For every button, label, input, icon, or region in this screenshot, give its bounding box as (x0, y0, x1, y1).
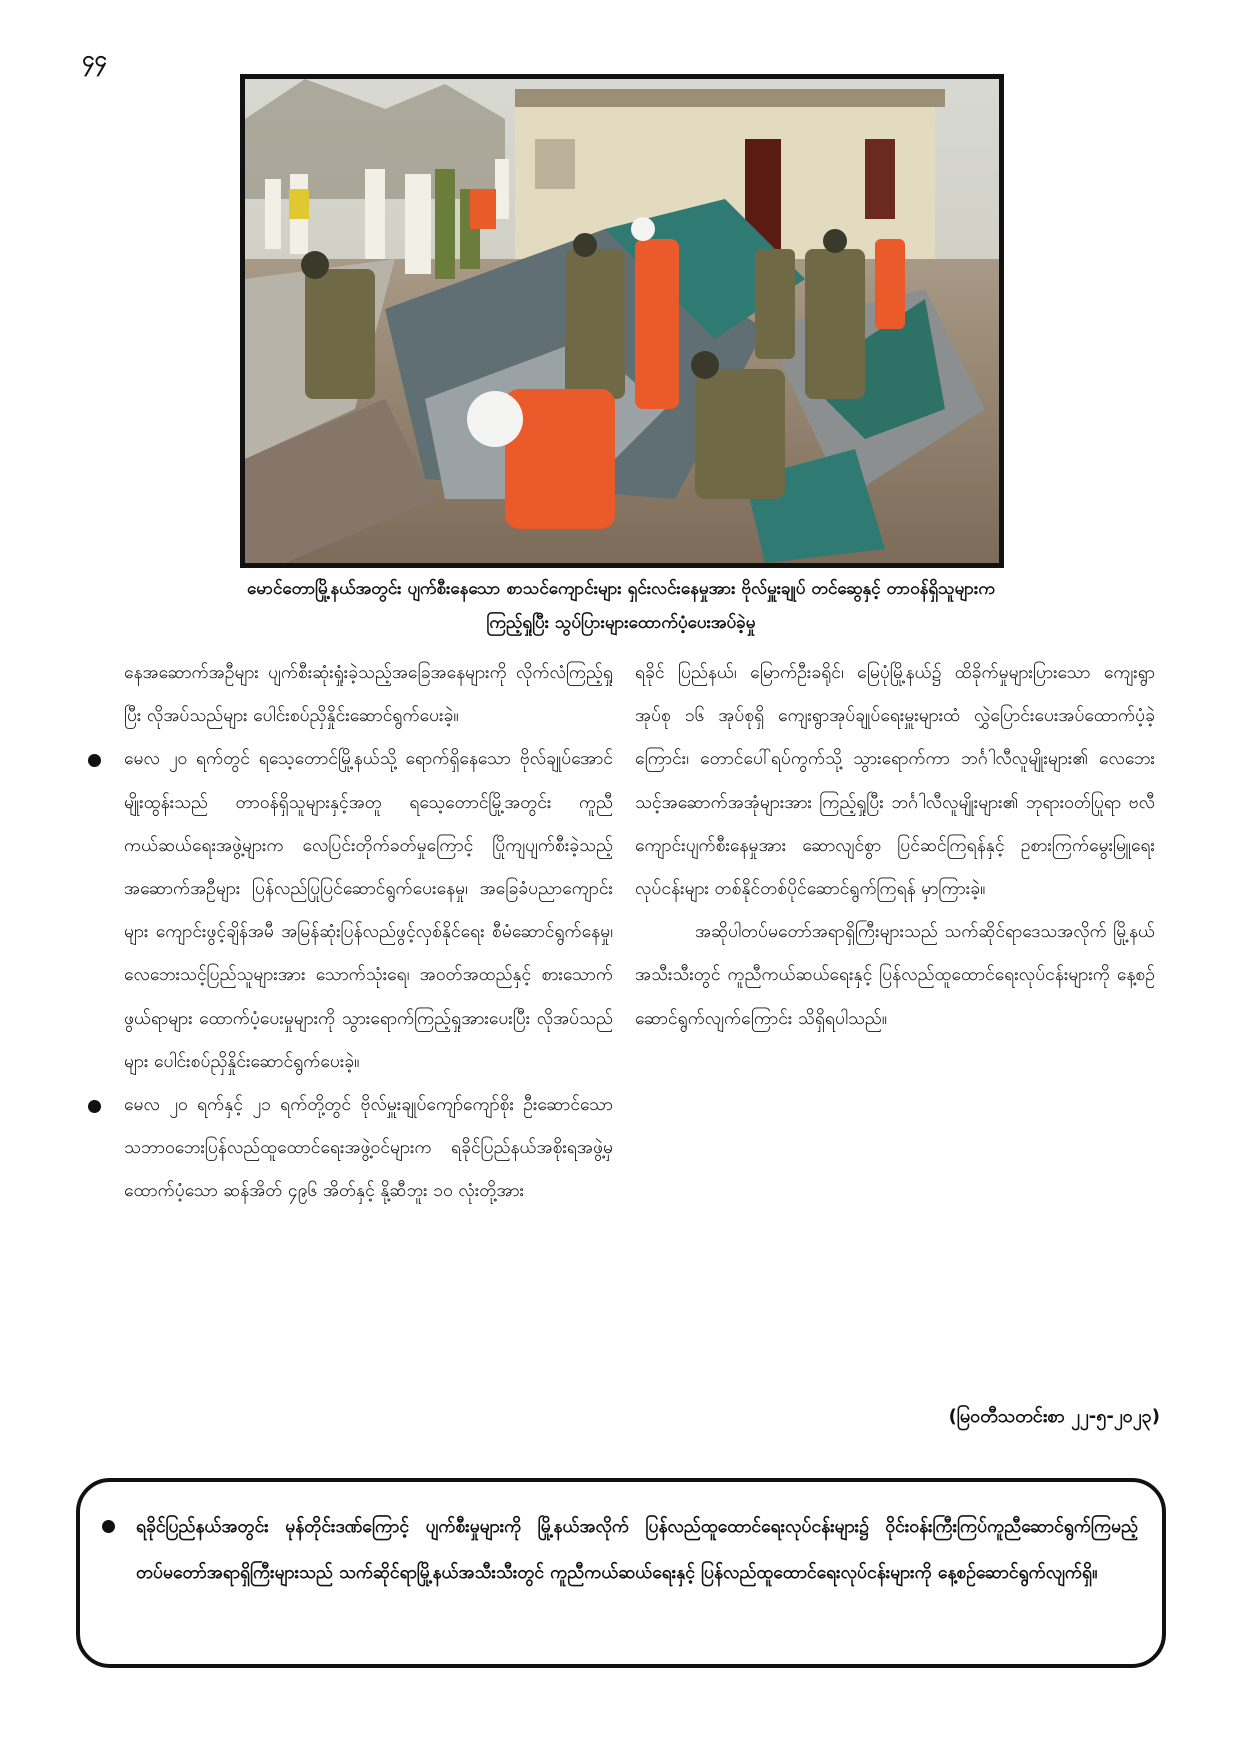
left-column (88, 652, 613, 1214)
summary-box (76, 1478, 1166, 1668)
continuation-paragraph: ရခိုင် ပြည်နယ်၊ မြောက်ဦးခရိုင်၊ မြေပုံမြို့နယ်၌ ထိခိုက်မှုများပြားသော ကျေးရွာ အုပ်စု ၁၆ အုပ်စုရှိ ကျေးရွာအုပ်ချုပ်ရေးမှူးများထံ လွှဲပြောင်းပေးအပ်ထောက်ပံ့ခဲ့ကြောင်း၊ တောင်ပေါ်ရပ်ကွက်သို့ သွားရောက်ကာ ဘင်္ဂါလီလူမျိုးများ၏ လေဘေးသင့်အဆောက်အအုံများအား ကြည့်ရှုပြီး ဘင်္ဂါလီလူမျိုးများ၏ ဘုရားဝတ်ပြုရာ ဗလီကျောင်းပျက်စီးနေမှုအား ဆောလျင်စွာ ပြင်ဆင်ကြရန်နှင့် ဥစားကြက်မွေးမြူရေးလုပ်ငန်းများ တစ်နိုင်တစ်ပိုင်ဆောင်ရွက်ကြရန် မှာကြားခဲ့။ (635, 663, 1155, 900)
bullet-item-2 (88, 1084, 613, 1214)
source-citation: (မြဝတီသတင်းစာ ၂၂-၅-၂၀၂၃) (948, 1406, 1160, 1427)
summary-text: ရခိုင်ပြည်နယ်အတွင်း မုန်တိုင်းဒဏ်ကြောင့် ပျက်စီးမှုများကို မြို့နယ်အလိုက် ပြန်လည်ထူထောင်ရေးလုပ်ငန်းများ၌ ဝိုင်းဝန်းကြီးကြပ်ကူညီဆောင်ရွက်ကြမည့် တပ်မတော်အရာရှိကြီးများသည် သက်ဆိုင်ရာမြို့နယ်အသီးသီးတွင် ကူညီကယ်ဆယ်ရေးနှင့် ပြန်လည်ထူထောင်ရေးလုပ်ငန်းများကို နေ့စဉ်ဆောင်ရွက်လျက်ရှိ။ (136, 1517, 1138, 1583)
page-number: ၄၄ (82, 47, 107, 72)
caption-line-1: မောင်တောမြို့နယ်အတွင်း ပျက်စီးနေသော စာသင်ကျောင်းများ ရှင်းလင်းနေမှုအား ဗိုလ်မှူးချုပ် တင်ဆွေနှင့် တာဝန်ရှိသူများက (247, 579, 995, 599)
bullet-text-1: မေလ ၂၀ ရက်တွင် ရသေ့တောင်မြို့နယ်သို့ ရောက်ရှိနေသော ဗိုလ်ချုပ်အောင်မျိုးထွန်းသည် တာဝန်ရှိသူများနှင့်အတူ ရသေ့တောင်မြို့အတွင်း ကူညီကယ်ဆယ်ရေးအဖွဲ့များက လေပြင်းတိုက်ခတ်မှုကြောင့် ပြိုကျပျက်စီးခဲ့သည့်အဆောက်အဦများ ပြန်လည်ပြုပြင်ဆောင်ရွက်ပေးနေမှု၊ အခြေခံပညာကျောင်းများ ကျောင်းဖွင့်ချိန်အမီ အမြန်ဆုံးပြန်လည်ဖွင့်လှစ်နိုင်ရေး စီမံဆောင်ရွက်နေမှု၊ လေဘေးသင့်ပြည်သူများအား သောက်သုံးရေ၊ အဝတ်အထည်နှင့် စားသောက်ဖွယ်ရာများ ထောက်ပံ့ပေးမှုများကို သွားရောက်ကြည့်ရှုအားပေးပြီး လိုအပ်သည်များ ပေါင်းစပ်ညှိနှိုင်းဆောင်ရွက်ပေးခဲ့။ (124, 749, 613, 1072)
bullet-icon (102, 1520, 115, 1533)
right-column (635, 652, 1155, 1041)
photo-illustration (245, 79, 999, 563)
closing-paragraph: အဆိုပါတပ်မတော်အရာရှိကြီးများသည် သက်ဆိုင်ရာဒေသအလိုက် မြို့နယ်အသီးသီးတွင် ကူညီကယ်ဆယ်ရေးနှင့် ပြန်လည်ထူထောင်ရေးလုပ်ငန်းများကို နေ့စဉ်ဆောင်ရွက်လျက်ကြောင်း သိရှိရပါသည်။ (635, 922, 1155, 1029)
bullet-item-1 (88, 738, 613, 1084)
figure-caption (110, 572, 1132, 640)
news-photo (240, 74, 1004, 568)
bullet-text-2: မေလ ၂၀ ရက်နှင့် ၂၁ ရက်တို့တွင် ဗိုလ်မှူးချုပ်ကျော်ကျော်စိုး ဦးဆောင်သော သဘာဝဘေးပြန်လည်ထူထောင်ရေးအဖွဲ့ဝင်များက ရခိုင်ပြည်နယ်အစိုးရအဖွဲ့မှ ထောက်ပံ့သော ဆန်အိတ် ၄၉၆ အိတ်နှင့် နို့ဆီဘူး ၁၀ လုံးတို့အား (124, 1095, 613, 1202)
bullet-icon (88, 1100, 101, 1113)
caption-line-2: ကြည့်ရှုပြီး သွပ်ပြားများထောက်ပံ့ပေးအပ်ခဲ့မှု (486, 613, 756, 633)
intro-paragraph: နေအဆောက်အဦများ ပျက်စီးဆုံးရှုံးခဲ့သည့်အခြေအနေများကို လိုက်လံကြည့်ရှုပြီး လိုအပ်သည်များ ပေါင်းစပ်ညှိနှိုင်းဆောင်ရွက်ပေးခဲ့။ (124, 663, 613, 727)
bullet-icon (88, 754, 101, 767)
